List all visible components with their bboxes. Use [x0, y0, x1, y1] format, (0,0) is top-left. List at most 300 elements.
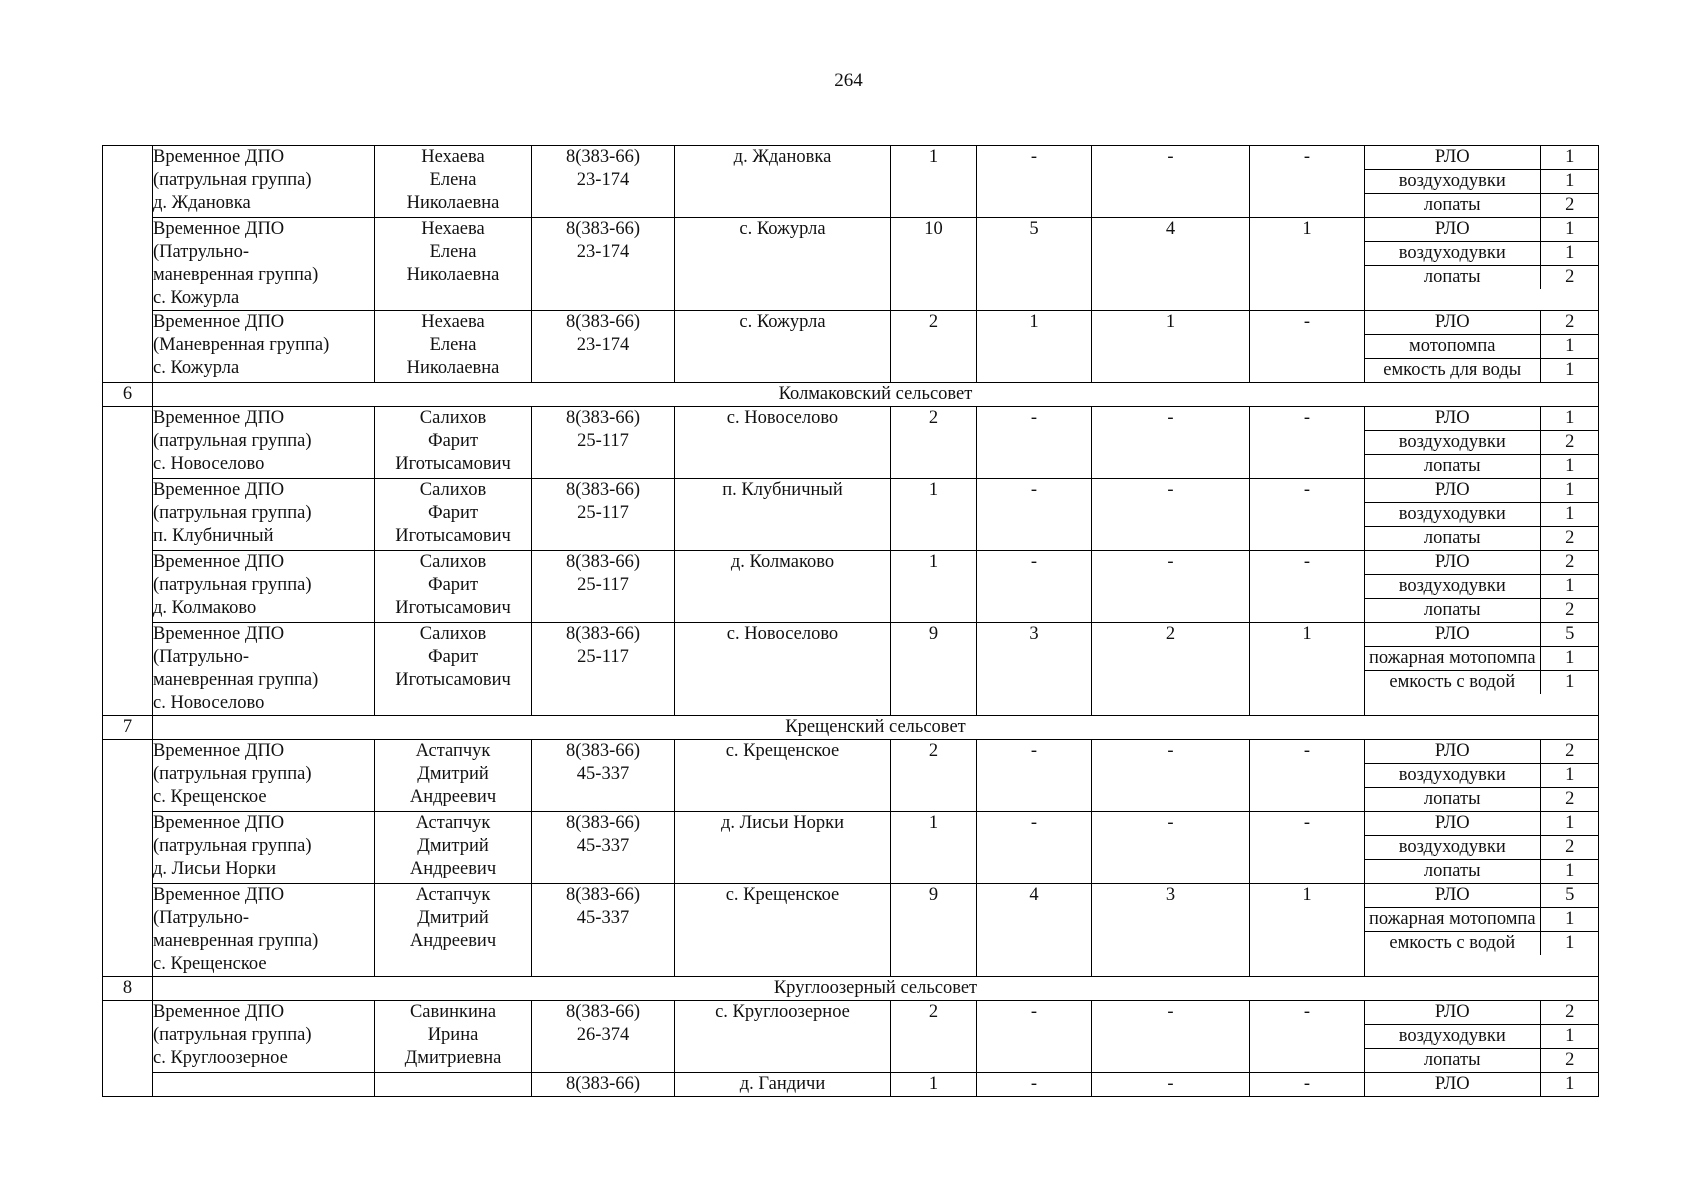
contact-person-line: Елена: [429, 242, 477, 262]
unit-name-line: (патрульная группа): [153, 431, 312, 451]
equipment-name: воздуходувки: [1365, 575, 1540, 599]
unit-name-line: с. Новоселово: [153, 454, 265, 474]
count-2: -: [977, 479, 1092, 551]
unit-name: [153, 311, 375, 383]
equipment-list: [1365, 812, 1599, 883]
phone-number: [532, 740, 675, 812]
equipment-name: РЛО: [1365, 1001, 1540, 1025]
equipment-name: емкость для воды: [1365, 359, 1540, 383]
equipment-qty: 1: [1565, 456, 1575, 476]
phone-number: [532, 479, 675, 551]
equipment-qty: 1: [1565, 1074, 1575, 1094]
equipment-item: [1365, 266, 1599, 290]
count-total: 9: [891, 623, 977, 716]
equipment-item: [1365, 359, 1599, 383]
unit-name-line: Временное ДПО: [153, 408, 285, 428]
count-3: 1: [1092, 311, 1250, 383]
count-4: -: [1250, 551, 1365, 623]
equipment-item: [1365, 1049, 1599, 1073]
count-3: -: [1092, 1073, 1250, 1097]
count-total: 10: [891, 218, 977, 311]
count-2: 4: [977, 884, 1092, 977]
count-3: -: [1092, 551, 1250, 623]
phone-number: [532, 1001, 675, 1073]
count-3: -: [1092, 407, 1250, 479]
equipment-qty: 1: [1540, 764, 1599, 788]
equipment-qty: 2: [1565, 789, 1575, 809]
contact-person: [375, 407, 532, 479]
equipment-name: РЛО: [1365, 623, 1540, 647]
contact-person: [375, 1001, 532, 1073]
equipment-qty: 1: [1540, 908, 1599, 932]
unit-name-line: Временное ДПО: [153, 312, 285, 332]
equipment-name: РЛО: [1365, 812, 1540, 836]
count-3: 2: [1092, 623, 1250, 716]
location: с. Крещенское: [675, 884, 891, 977]
count-4: -: [1250, 311, 1365, 383]
equipment-item: [1365, 932, 1599, 956]
section-number: 7: [103, 716, 153, 740]
location: д. Ждановка: [675, 146, 891, 218]
equipment-qty: 2: [1565, 267, 1575, 287]
location: д. Лисьи Норки: [675, 812, 891, 884]
count-4: -: [1250, 1073, 1365, 1097]
equipment-qty: 1: [1565, 933, 1575, 953]
unit-name-line: с. Круглоозерное: [153, 1048, 288, 1068]
phone-number-line: 26-374: [576, 1025, 630, 1045]
equipment-item: [1365, 812, 1599, 836]
location: с. Новоселово: [675, 407, 891, 479]
unit-name-line: д. Колмаково: [153, 598, 257, 618]
entry-row: [103, 884, 1599, 977]
unit-name: [153, 218, 375, 311]
unit-name-line: с. Крещенское: [153, 787, 267, 807]
equipment-item: [1365, 503, 1599, 527]
contact-person-line: Нехаева: [421, 312, 485, 332]
equipment-item: [1365, 788, 1599, 812]
unit-name-line: (патрульная группа): [153, 575, 312, 595]
equipment-cell: [1365, 311, 1599, 383]
phone-number-line: 23-174: [576, 242, 630, 262]
equipment-qty: 2: [1540, 1001, 1599, 1025]
location: д. Колмаково: [675, 551, 891, 623]
equipment-qty: 1: [1540, 575, 1599, 599]
entry-row: [103, 479, 1599, 551]
entry-row: [103, 218, 1599, 311]
location: с. Крещенское: [675, 740, 891, 812]
equipment-qty: 2: [1565, 195, 1575, 215]
entry-row: [103, 740, 1599, 812]
phone-number: [532, 551, 675, 623]
contact-person-line: Андреевич: [409, 787, 497, 807]
equipment-name: емкость с водой: [1365, 932, 1540, 956]
section-number: 8: [103, 977, 153, 1001]
equipment-list: [1365, 1073, 1599, 1096]
count-4: -: [1250, 1001, 1365, 1073]
contact-person-line: Николаевна: [406, 265, 500, 285]
equipment-name: воздуходувки: [1365, 431, 1540, 455]
equipment-item: [1365, 1073, 1599, 1096]
contact-person-line: Нехаева: [421, 219, 485, 239]
equipment-item: [1365, 599, 1599, 623]
equipment-qty: 5: [1540, 623, 1599, 647]
unit-name-line: маневренная группа): [153, 670, 319, 690]
equipment-item: [1365, 908, 1599, 932]
section-number: 6: [103, 383, 153, 407]
unit-name-line: Временное ДПО: [153, 480, 285, 500]
contact-person-line: Фарит: [427, 575, 479, 595]
unit-name-line: (Патрульно-: [153, 908, 249, 928]
equipment-item: [1365, 194, 1599, 218]
unit-name-line: Временное ДПО: [153, 813, 285, 833]
count-2: 5: [977, 218, 1092, 311]
location: с. Кожурла: [675, 218, 891, 311]
phone-number-line: 25-117: [577, 431, 629, 451]
equipment-name: лопаты: [1365, 788, 1540, 812]
unit-name-line: Временное ДПО: [153, 624, 285, 644]
section-title: Крещенский сельсовет: [153, 716, 1599, 740]
equipment-cell: [1365, 740, 1599, 812]
equipment-name: лопаты: [1365, 266, 1540, 290]
phone-number: [532, 146, 675, 218]
contact-person: [375, 311, 532, 383]
equipment-qty: 1: [1540, 503, 1599, 527]
equipment-qty: 2: [1565, 600, 1575, 620]
contact-person-line: Дмитрий: [417, 836, 489, 856]
contact-person-line: Андреевич: [409, 859, 497, 879]
contact-person-line: Фарит: [427, 431, 479, 451]
equipment-qty: 2: [1565, 528, 1575, 548]
contact-person: [375, 884, 532, 977]
equipment-qty: 2: [1540, 740, 1599, 764]
count-4: 1: [1250, 623, 1365, 716]
location: с. Кожурла: [675, 311, 891, 383]
entry-row: [103, 407, 1599, 479]
count-4: -: [1250, 479, 1365, 551]
count-4: 1: [1250, 884, 1365, 977]
equipment-name: емкость с водой: [1365, 671, 1540, 695]
contact-person: [375, 812, 532, 884]
count-3: 4: [1092, 218, 1250, 311]
equipment-cell: [1365, 479, 1599, 551]
location: п. Клубничный: [675, 479, 891, 551]
unit-name-line: д. Ждановка: [153, 193, 251, 213]
equipment-name: лопаты: [1365, 599, 1540, 623]
contact-person: [375, 1073, 532, 1097]
phone-number: [532, 884, 675, 977]
equipment-item: [1365, 623, 1599, 647]
equipment-qty: 1: [1540, 146, 1599, 170]
unit-name: [153, 884, 375, 977]
phone-number-line: 45-337: [576, 836, 630, 856]
count-total: 2: [891, 1001, 977, 1073]
location: д. Гандичи: [675, 1073, 891, 1097]
phone-number-line: 8(383-66): [566, 885, 640, 905]
phone-number: [532, 407, 675, 479]
location: с. Круглоозерное: [675, 1001, 891, 1073]
unit-name: [153, 1001, 375, 1073]
phone-number-line: 23-174: [576, 335, 630, 355]
entry-row: [103, 146, 1599, 218]
equipment-list: [1365, 311, 1599, 382]
equipment-qty: 1: [1540, 647, 1599, 671]
equipment-item: [1365, 311, 1599, 335]
count-2: -: [977, 407, 1092, 479]
equipment-cell: [1365, 551, 1599, 623]
equipment-item: [1365, 647, 1599, 671]
contact-person-line: Савинкина: [409, 1002, 497, 1022]
contact-person-line: Салихов: [419, 480, 487, 500]
equipment-item: [1365, 551, 1599, 575]
entry-row: [103, 1001, 1599, 1073]
count-3: -: [1092, 740, 1250, 812]
contact-person-line: Фарит: [427, 503, 479, 523]
unit-name-line: маневренная группа): [153, 265, 319, 285]
table-body: [103, 146, 1599, 1097]
unit-name-line: Временное ДПО: [153, 147, 285, 167]
contact-person-line: Иготысамович: [395, 670, 511, 690]
contact-person-line: Салихов: [419, 408, 487, 428]
contact-person-line: Елена: [429, 170, 477, 190]
group-number-cell: [103, 1001, 153, 1097]
equipment-name: РЛО: [1365, 740, 1540, 764]
equipment-qty: 1: [1540, 170, 1599, 194]
count-3: -: [1092, 146, 1250, 218]
equipment-item: [1365, 575, 1599, 599]
contact-person-line: Иготысамович: [395, 526, 511, 546]
contact-person-line: Дмитриевна: [404, 1048, 502, 1068]
equipment-name: воздуходувки: [1365, 764, 1540, 788]
phone-number: [532, 623, 675, 716]
count-2: 3: [977, 623, 1092, 716]
unit-name: [153, 479, 375, 551]
equipment-cell: [1365, 407, 1599, 479]
count-2: -: [977, 551, 1092, 623]
equipment-name: воздуходувки: [1365, 170, 1540, 194]
contact-person-line: Елена: [429, 335, 477, 355]
count-3: -: [1092, 812, 1250, 884]
equipment-qty: 1: [1565, 672, 1575, 692]
equipment-item: [1365, 860, 1599, 884]
equipment-name: лопаты: [1365, 455, 1540, 479]
phone-number-line: 8(383-66): [566, 813, 640, 833]
phone-number-line: 8(383-66): [566, 1002, 640, 1022]
phone-number: [532, 812, 675, 884]
unit-name: [153, 146, 375, 218]
equipment-item: [1365, 527, 1599, 551]
equipment-list: [1365, 551, 1599, 622]
equipment-item: [1365, 836, 1599, 860]
entry-row: [103, 311, 1599, 383]
entry-row: [103, 623, 1599, 716]
phone-number-line: 23-174: [576, 170, 630, 190]
equipment-name: воздуходувки: [1365, 836, 1540, 860]
equipment-qty: 5: [1540, 884, 1599, 908]
equipment-cell: [1365, 812, 1599, 884]
unit-name-line: (патрульная группа): [153, 764, 312, 784]
unit-name-line: п. Клубничный: [153, 526, 274, 546]
equipment-qty: 2: [1540, 431, 1599, 455]
phone-number-line: 8(383-66): [566, 219, 640, 239]
unit-name-line: Временное ДПО: [153, 885, 285, 905]
contact-person-line: Салихов: [419, 552, 487, 572]
entry-row: [103, 551, 1599, 623]
count-total: 1: [891, 551, 977, 623]
unit-name-line: (патрульная группа): [153, 1025, 312, 1045]
count-4: -: [1250, 146, 1365, 218]
equipment-qty: 2: [1540, 551, 1599, 575]
contact-person-line: Дмитрий: [417, 764, 489, 784]
equipment-name: РЛО: [1365, 218, 1540, 242]
equipment-list: [1365, 1001, 1599, 1072]
equipment-name: РЛО: [1365, 551, 1540, 575]
count-2: -: [977, 1001, 1092, 1073]
count-2: -: [977, 146, 1092, 218]
count-2: -: [977, 740, 1092, 812]
count-total: 2: [891, 740, 977, 812]
equipment-item: [1365, 1025, 1599, 1049]
unit-name-line: (Патрульно-: [153, 242, 249, 262]
equipment-name: РЛО: [1365, 407, 1540, 431]
page-number: 264: [834, 70, 863, 91]
contact-person-line: Фарит: [427, 647, 479, 667]
equipment-item: [1365, 764, 1599, 788]
phone-number: [532, 1073, 675, 1097]
phone-number: [532, 218, 675, 311]
unit-name-line: Временное ДПО: [153, 741, 285, 761]
equipment-name: воздуходувки: [1365, 503, 1540, 527]
equipment-item: [1365, 479, 1599, 503]
equipment-item: [1365, 335, 1599, 359]
count-total: 1: [891, 146, 977, 218]
equipment-name: лопаты: [1365, 194, 1540, 218]
equipment-item: [1365, 455, 1599, 479]
equipment-qty: 1: [1540, 1025, 1599, 1049]
equipment-cell: [1365, 218, 1599, 311]
contact-person: [375, 623, 532, 716]
equipment-name: РЛО: [1365, 479, 1540, 503]
phone-number-line: 25-117: [577, 503, 629, 523]
phone-number-line: 45-337: [576, 908, 630, 928]
equipment-item: [1365, 218, 1599, 242]
equipment-name: мотопомпа: [1365, 335, 1540, 359]
unit-name-line: с. Кожурла: [153, 358, 240, 378]
phone-number-line: 25-117: [577, 575, 629, 595]
equipment-qty: 2: [1565, 1050, 1575, 1070]
unit-name-line: маневренная группа): [153, 931, 319, 951]
phone-number-line: 8(383-66): [566, 312, 640, 332]
count-3: 3: [1092, 884, 1250, 977]
equipment-cell: [1365, 884, 1599, 977]
equipment-item: [1365, 170, 1599, 194]
equipment-qty: 1: [1565, 861, 1575, 881]
equipment-item: [1365, 884, 1599, 908]
phone-number-line: 8(383-66): [566, 624, 640, 644]
section-row: [103, 977, 1599, 1001]
equipment-list: [1365, 479, 1599, 550]
equipment-name: воздуходувки: [1365, 242, 1540, 266]
group-number-cell: [103, 146, 153, 383]
contact-person: [375, 146, 532, 218]
count-3: -: [1092, 1001, 1250, 1073]
phone-number: [532, 311, 675, 383]
equipment-name: РЛО: [1365, 884, 1540, 908]
count-total: 1: [891, 479, 977, 551]
unit-name-line: Временное ДПО: [153, 219, 285, 239]
equipment-list: [1365, 407, 1599, 478]
contact-person-line: Астапчук: [415, 741, 491, 761]
equipment-name: РЛО: [1365, 146, 1540, 170]
location: с. Новоселово: [675, 623, 891, 716]
count-2: 1: [977, 311, 1092, 383]
count-2: -: [977, 1073, 1092, 1097]
section-row: [103, 383, 1599, 407]
phone-number-line: 8(383-66): [566, 552, 640, 572]
section-title: Круглоозерный сельсовет: [153, 977, 1599, 1001]
section-title: Колмаковский сельсовет: [153, 383, 1599, 407]
unit-name-line: Временное ДПО: [153, 1002, 285, 1022]
equipment-qty: 1: [1540, 407, 1599, 431]
unit-name-line: д. Лисьи Норки: [153, 859, 277, 879]
equipment-qty: 2: [1540, 311, 1599, 335]
equipment-item: [1365, 671, 1599, 695]
unit-name: [153, 407, 375, 479]
count-4: 1: [1250, 218, 1365, 311]
unit-name: [153, 812, 375, 884]
equipment-qty: 1: [1540, 218, 1599, 242]
count-total: 2: [891, 311, 977, 383]
contact-person: [375, 551, 532, 623]
contact-person-line: Астапчук: [415, 885, 491, 905]
count-total: 2: [891, 407, 977, 479]
contact-person: [375, 218, 532, 311]
phone-number-line: 8(383-66): [566, 1074, 640, 1094]
section-row: [103, 716, 1599, 740]
contact-person-line: Николаевна: [406, 358, 500, 378]
equipment-name: пожарная мотопомпа: [1365, 647, 1540, 671]
equipment-qty: 1: [1565, 360, 1575, 380]
count-4: -: [1250, 812, 1365, 884]
phone-number-line: 8(383-66): [566, 147, 640, 167]
equipment-item: [1365, 1001, 1599, 1025]
contact-person-line: Астапчук: [415, 813, 491, 833]
equipment-name: лопаты: [1365, 1049, 1540, 1073]
count-4: -: [1250, 740, 1365, 812]
equipment-cell: [1365, 1001, 1599, 1073]
unit-name-line: (Маневренная группа): [153, 335, 330, 355]
contact-person-line: Николаевна: [406, 193, 500, 213]
equipment-list: [1365, 740, 1599, 811]
unit-name: [153, 1073, 375, 1097]
unit-name-line: (патрульная группа): [153, 170, 312, 190]
equipment-qty: 1: [1540, 335, 1599, 359]
fire-brigades-table: [102, 145, 1599, 1097]
equipment-cell: [1365, 623, 1599, 716]
unit-name: [153, 551, 375, 623]
equipment-list: [1365, 884, 1599, 955]
unit-name-line: с. Кожурла: [153, 288, 240, 308]
group-number-cell: [103, 740, 153, 977]
unit-name-line: (патрульная группа): [153, 503, 312, 523]
equipment-item: [1365, 146, 1599, 170]
phone-number-line: 8(383-66): [566, 408, 640, 428]
entry-row: [103, 812, 1599, 884]
equipment-list: [1365, 218, 1599, 289]
contact-person-line: Андреевич: [409, 931, 497, 951]
contact-person: [375, 479, 532, 551]
phone-number-line: 8(383-66): [566, 741, 640, 761]
equipment-qty: 1: [1540, 812, 1599, 836]
